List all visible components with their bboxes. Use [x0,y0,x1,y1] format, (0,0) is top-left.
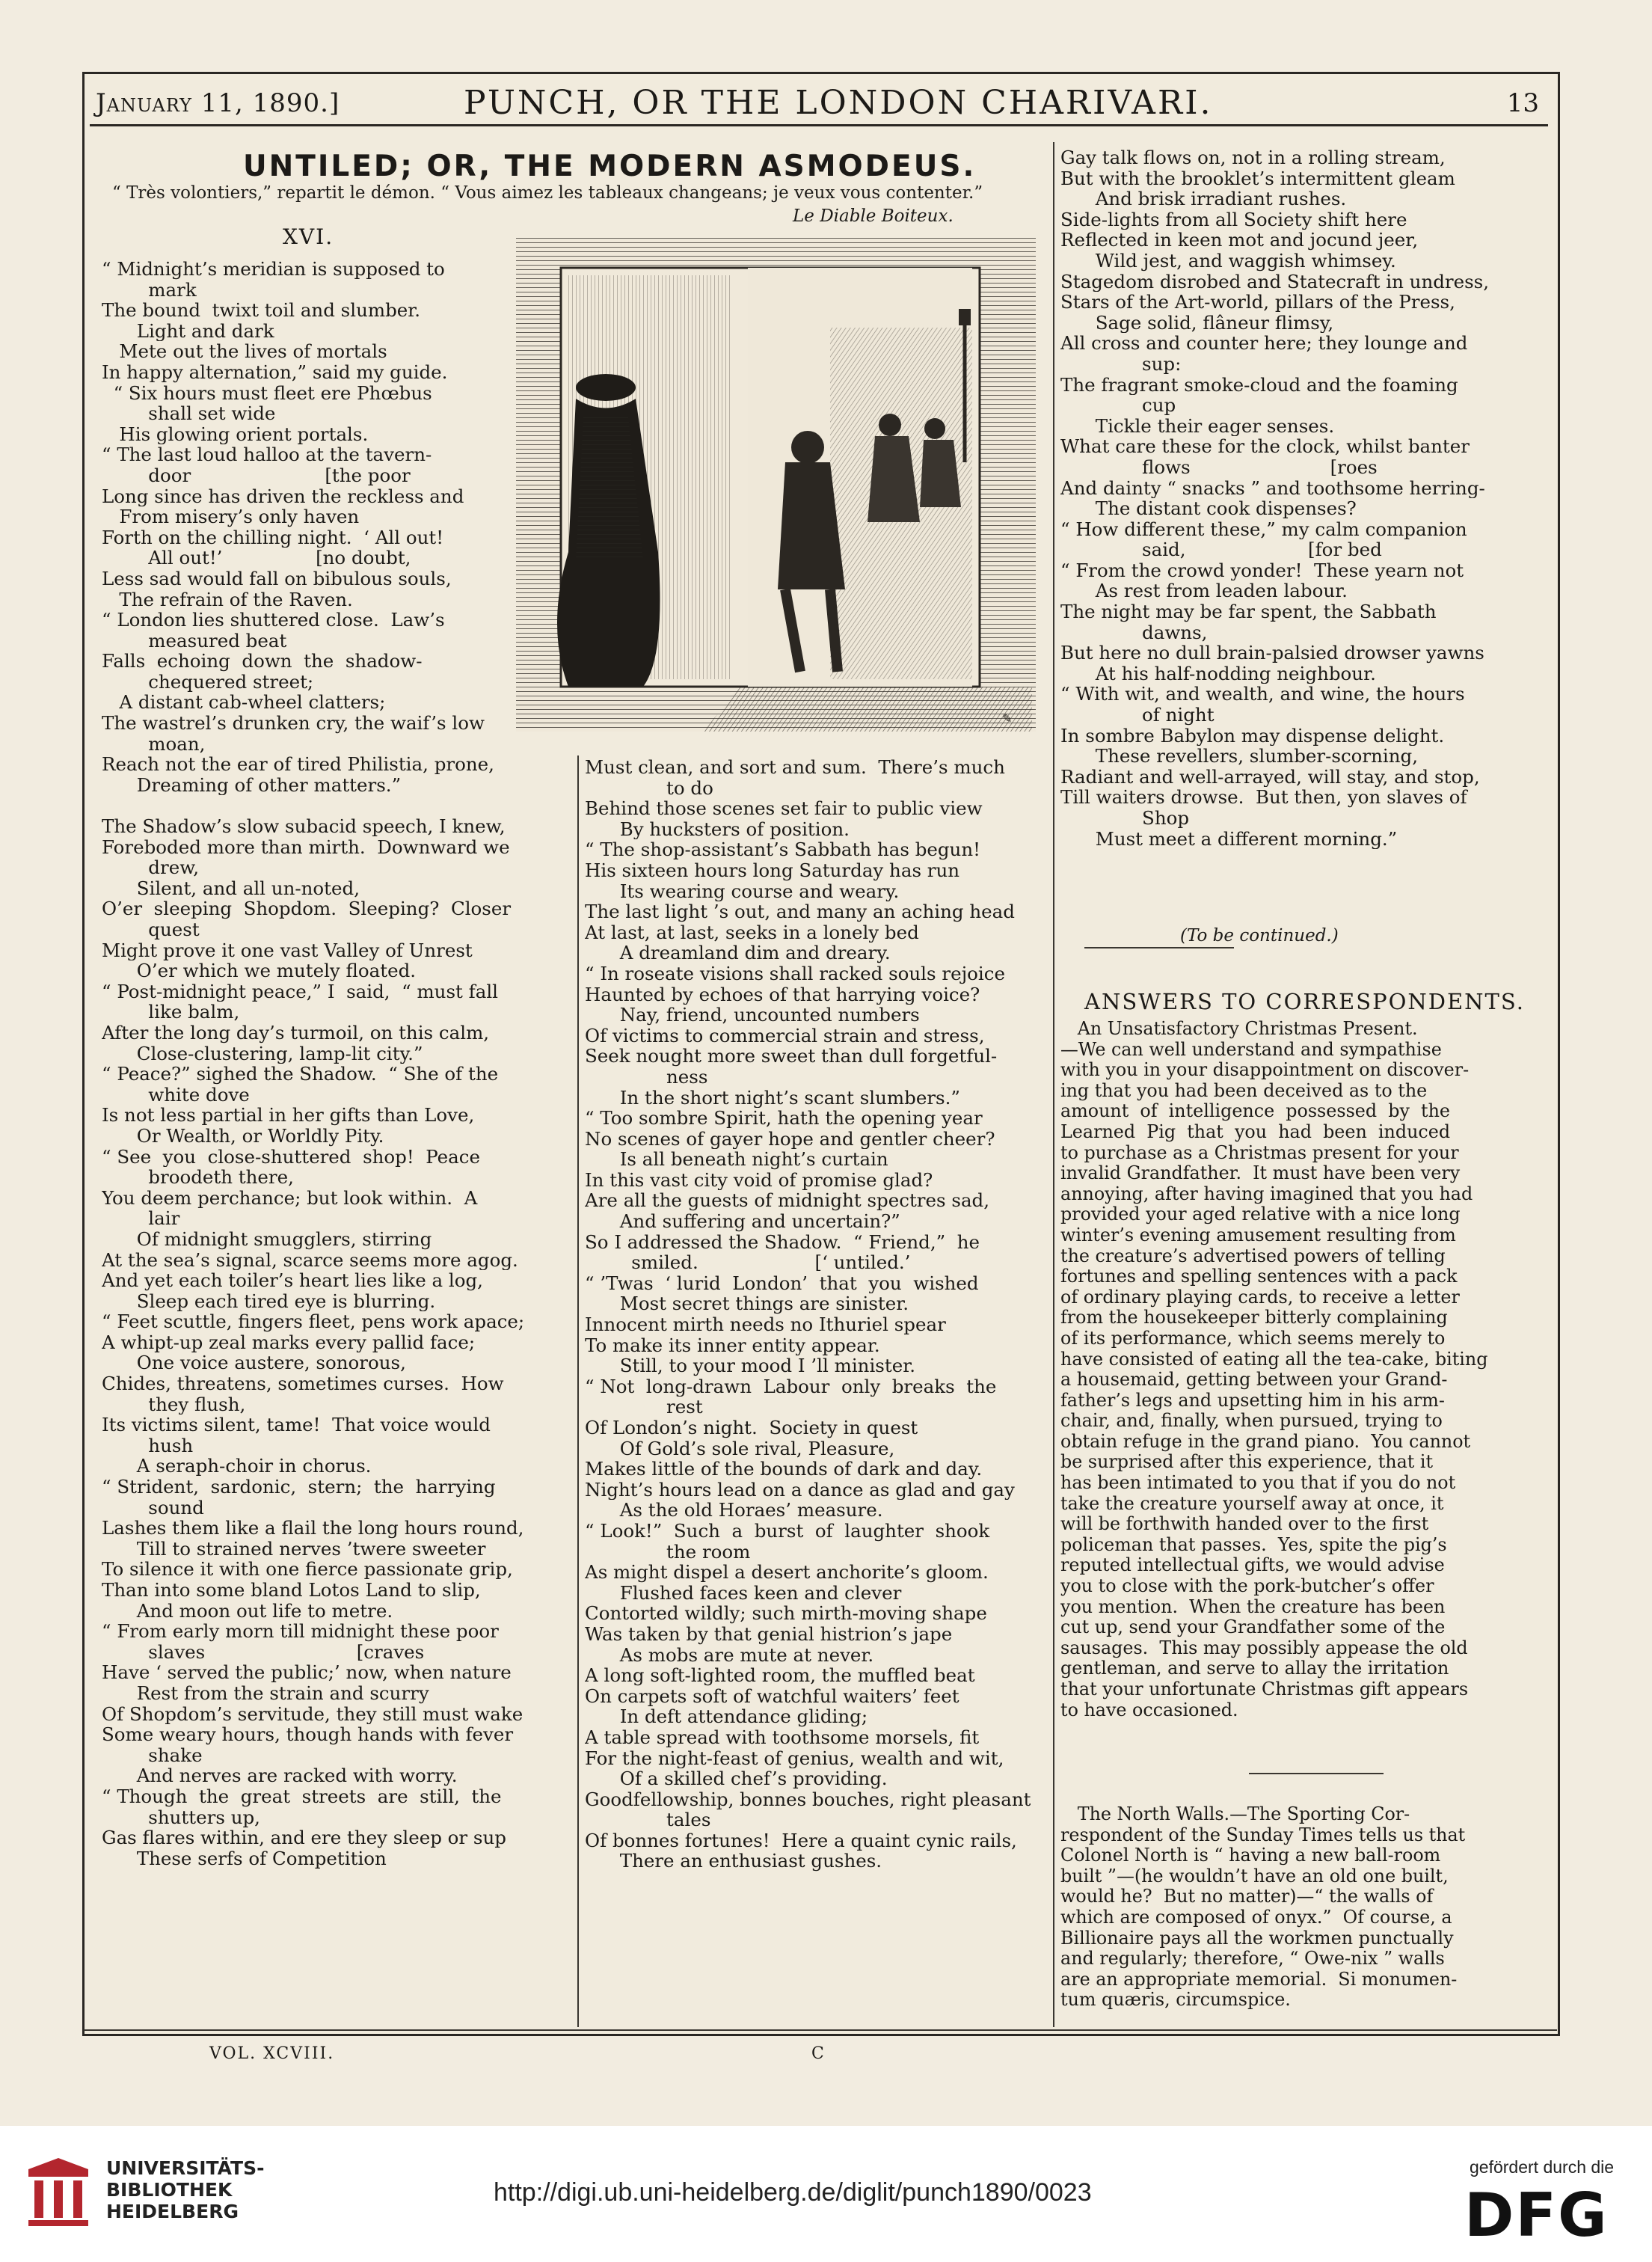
poem-line: By hucksters of position. [585,818,850,840]
poem-line: Seek nought more sweet than dull forgetful- [585,1046,998,1067]
poem-line: After the long day’s turmoil, on this calm, [102,1022,490,1043]
poem-line: Are all the guests of midnight spectres sad, [585,1190,990,1212]
poem-line: So I addressed the Shadow. “ Friend,” he [585,1231,980,1253]
poem-line: And dainty “ snacks ” and toothsome herring- [1060,477,1485,499]
answer-line: Learned Pig that you had been induced [1060,1121,1451,1142]
bottom-rule [84,2029,1557,2031]
poem-line: His sixteen hours long Saturday has run [585,859,960,881]
poem-line: To silence it with one fierce passionate grip, [102,1559,513,1580]
poem-line: shake [102,1744,203,1766]
poem-line: “ ’Twas ‘ lurid London’ that you wished [585,1272,979,1294]
poem-line: measured beat [102,630,287,652]
poem-line: “ The shop-assistant’s Sabbath has begun! [585,839,980,860]
poem-line: sound [102,1497,204,1518]
poem-line: Of victims to commercial strain and stress, [585,1025,985,1046]
poem-line: drew, [102,857,200,878]
answer-line: will be forthwith handed over to the first [1060,1514,1429,1535]
poem-line: As might dispel a desert anchorite’s gloom. [585,1562,989,1583]
poem-line: “ From the crowd yonder! These yearn not [1060,560,1464,581]
poem-line: “ The last loud halloo at the tavern- [102,444,432,465]
poem-line: His glowing orient portals. [102,423,369,445]
poem-line: Dreaming of other matters.” [102,774,402,796]
poem-line: Of a skilled chef’s providing. [585,1768,888,1789]
poem-line: Is not less partial in her gifts than Love, [102,1105,475,1126]
poem-line: Falls echoing down the shadow- [102,651,423,672]
poem-line: Of Gold’s sole rival, Pleasure, [585,1438,895,1459]
poem-line: The refrain of the Raven. [102,589,353,610]
poem-line: Of bonnes fortunes! Here a quaint cynic rails, [585,1830,1017,1851]
poem-line: For the night-feast of genius, wealth and wit, [585,1747,1004,1769]
paragraph-line: Colonel North is “ having a new ball-room [1060,1845,1441,1866]
answer-line: winter’s evening amusement resulting from [1060,1225,1456,1245]
answer-line: you to close with the pork-butcher’s offer [1060,1576,1434,1597]
part-numeral: XVI. [283,224,334,249]
poem-line: What care these for the clock, whilst banter [1060,436,1470,457]
poem-line: chequered street; [102,671,314,693]
poem-line: A distant cab-wheel clatters; [102,692,386,714]
answer-line: reputed intellectual gifts, we would advise [1060,1555,1445,1576]
issue-date: January 11, 1890.] [96,88,340,118]
poem-line: “ Strident, sardonic, stern; the harrying [102,1477,496,1498]
poem-line: But here no dull brain-palsied drowser yawns [1060,643,1484,663]
poem-line: Night’s hours lead on a dance as glad and gay [585,1479,1015,1501]
poem-line: Still, to your mood I ’ll minister. [585,1355,916,1376]
poem-line: hush [102,1435,194,1456]
poem-line: “ Feet scuttle, fingers fleet, pens work apace; [102,1311,525,1332]
poem-line: Gas flares within, and ere they sleep or sup [102,1827,506,1848]
poem-line: Sage solid, flâneur flimsy, [1060,312,1334,334]
answer-line: has been intimated to you that if you do not [1060,1473,1456,1494]
poem-line: slaves [craves [102,1641,425,1663]
answer-line: to have occasioned. [1060,1699,1238,1720]
north-walls-text [1060,1804,1465,2011]
page-header [90,82,1548,126]
poem-line: Some weary hours, though hands with fever [102,1724,514,1745]
signature-mark: C [811,2044,824,2063]
poem-line: Reflected in keen mot and jocund jeer, [1060,230,1419,251]
poem-line: On carpets soft of watchful waiters’ feet [585,1685,959,1707]
poem-column-2 [585,757,1031,1872]
poem-line: they flush, [102,1394,246,1415]
answer-line: gentleman, and serve to allay the irritation [1060,1658,1449,1679]
poem-line: Might prove it one vast Valley of Unrest [102,940,473,961]
poem-line: “ Peace?” sighed the Shadow. “ She of the [102,1064,499,1085]
poem-line: “ London lies shuttered close. Law’s [102,610,445,631]
answer-line: to purchase as a Christmas present for your [1060,1142,1459,1163]
answer-line: of ordinary playing cards, to receive a letter [1060,1287,1460,1308]
poem-line: At his half-nodding neighbour. [1060,663,1376,684]
answer-line: have consisted of eating all the tea-cake, biting [1060,1349,1488,1370]
library-name-line-1: UNIVERSITÄTS- [106,2157,265,2179]
poem-line: As rest from leaden labour. [1060,580,1348,602]
poem-line: “ Too sombre Spirit, hath the opening year [585,1108,983,1129]
poem-line: lair [102,1208,180,1229]
poem-line: A long soft-lighted room, the muffled beat [585,1665,975,1686]
poem-line: “ See you close-shuttered shop! Peace [102,1146,480,1168]
poem-line: Must meet a different morning.” [1060,828,1398,850]
answer-line: take the creature yourself away at once, it [1060,1493,1444,1514]
poem-line: Goodfellowship, bonnes bouches, right pleasant [585,1789,1031,1810]
poem-line: white dove [102,1084,250,1106]
answer-line: policeman that passes. Yes, spite the pig’s [1060,1534,1447,1555]
poem-line: Stars of the Art-world, pillars of the Press, [1060,292,1455,313]
paragraph-line: are an appropriate memorial. Si monumen- [1060,1969,1458,1990]
answer-line: a housemaid, getting between your Grand- [1060,1370,1448,1391]
poem-line: All cross and counter here; they lounge and [1060,333,1468,354]
engraver-mark: ✎ [1002,711,1013,726]
poem-column-1 [102,259,524,1869]
poem-line: And nerves are racked with worry. [102,1765,458,1786]
poem-line: cup [1060,395,1176,416]
poem-line: In sombre Babylon may dispense delight. [1060,725,1445,747]
poem-line: Flushed faces keen and clever [585,1582,902,1604]
poem-line: You deem perchance; but look within. A [102,1187,478,1209]
poem-line: And suffering and uncertain?” [585,1211,900,1232]
dfg-logo: DFG [1464,2180,1609,2250]
answer-line: of its performance, which seems merely to [1060,1328,1446,1349]
poem-line: moan, [102,733,206,755]
university-library-logo-icon [21,2154,96,2229]
poem-line: Or Wealth, or Worldly Pity. [102,1125,384,1147]
poem-line: Makes little of the bounds of dark and day. [585,1459,983,1480]
paragraph-line: which are composed of onyx.” Of course, a [1060,1907,1452,1928]
poem-line: Contorted wildly; such mirth-moving shape [585,1603,987,1624]
paragraph-line: and regularly; therefore, “ Owe-nix ” walls [1060,1949,1445,1970]
poem-line: Shop [1060,808,1190,829]
answer-line: sausages. This may possibly appease the old [1060,1637,1468,1658]
poem-line: Sleep each tired eye is blurring. [102,1290,436,1312]
answer-line: An Unsatisfactory Christmas Present. [1060,1019,1418,1039]
source-url-link[interactable]: http://digi.ub.uni-heidelberg.de/diglit/punch1890/0023 [494,2178,1092,2207]
poem-line: Reach not the ear of tired Philistia, prone, [102,754,494,775]
poem-line: And yet each toiler’s heart lies like a log, [102,1270,483,1291]
poem-line: The distant cook dispenses? [1060,498,1357,519]
section-rule-2 [1249,1773,1384,1774]
poem-line: “ From early morn till midnight these poor [102,1621,499,1642]
poem-line: A table spread with toothsome morsels, fit [585,1726,980,1748]
poem-line: A seraph-choir in chorus. [102,1456,372,1477]
answer-line: chair, and, finally, when pursued, trying to [1060,1411,1443,1432]
poem-line: A whipt-up zeal marks every pallid face; [102,1331,476,1353]
answer-line: with you in your disappointment on discover- [1060,1060,1470,1081]
poem-line: Gay talk flows on, not in a rolling stream, [1060,147,1446,168]
poem-line: Than into some bland Lotos Land to slip, [102,1580,481,1601]
volume-label: VOL. XCVIII. [209,2044,335,2063]
poem-line: Side-lights from all Society shift here [1060,209,1407,230]
poem-line: Of midnight smugglers, stirring [102,1228,432,1250]
poem-line: “ How different these,” my calm companion [1060,518,1467,540]
poem-line: In the short night’s scant slumbers.” [585,1087,960,1109]
column-rule-2 [1053,142,1054,2027]
answer-line: that your unfortunate Christmas gift appears [1060,1679,1469,1699]
poem-line: dawns, [1060,622,1208,643]
paragraph-line: would he? But no matter)—“ the walls of [1060,1886,1434,1907]
answer-line: from the housekeeper bitterly complaining [1060,1308,1448,1328]
poem-line: Radiant and well-arrayed, will stay, and stop, [1060,766,1480,788]
poem-line: O’er which we mutely floated. [102,960,417,981]
poem-line: Wild jest, and waggish whimsey. [1060,250,1396,272]
poem-line: “ Though the great streets are still, the [102,1786,502,1807]
poem-line: The night may be far spent, the Sabbath [1060,601,1437,622]
answer-line: father’s legs and upsetting him in his arm- [1060,1390,1445,1411]
funding-label: gefördert durch die [1470,2157,1615,2177]
poem-line: door [the poor [102,465,411,486]
poem-line: As mobs are mute at never. [585,1644,874,1666]
answer-line: amount of intelligence possessed by the [1060,1101,1450,1122]
poem-line: The Shadow’s slow subacid speech, I knew, [102,816,506,837]
poem-line: Is all beneath night’s curtain [585,1149,888,1170]
poem-line: Long since has driven the reckless and [102,485,464,507]
doorway-engraving-illustration [516,238,1036,732]
poem-line: A dreamland dim and dreary. [585,942,891,963]
poem-line: One voice austere, sonorous, [102,1352,406,1374]
poem-line: From misery’s only haven [102,506,360,527]
answer-line: provided your aged relative with a nice long [1060,1204,1461,1225]
poem-line: “ Six hours must fleet ere Phœbus [102,382,432,404]
poem-line: broodeth there, [102,1167,294,1188]
paragraph-line: The North Walls.—The Sporting Cor- [1060,1804,1410,1824]
poem-line: In this vast city void of promise glad? [585,1169,933,1191]
library-name-line-2: BIBLIOTHEK [106,2179,233,2201]
poem-line: The last light ’s out, and many an aching head [585,901,1015,922]
epigraph: “ Très volontiers,” repartit le démon. “ Vous aimez les tableaux changeans; je veux vous contenter.” [112,183,983,203]
poem-line: Mete out the lives of mortals [102,341,387,362]
poem-line: All out!’ [no doubt, [102,548,411,568]
poem-line: These revellers, slumber-scorning, [1060,746,1419,767]
poem-line: Lashes them like a flail the long hours round, [102,1518,524,1539]
poem-line: Till to strained nerves ’twere sweeter [102,1538,486,1560]
poem-line: Till waiters drowse. But then, yon slaves of [1060,787,1467,808]
column-rule-1 [577,755,579,2027]
poem-line: Of Shopdom’s servitude, they still must wake [102,1703,523,1725]
paragraph-line: built ”—(he wouldn’t have an old one built, [1060,1866,1449,1886]
poem-line: At the sea’s signal, scarce seems more agog. [102,1249,518,1271]
poem-line: Stagedom disrobed and Statecraft in undress, [1060,271,1490,292]
poem-line: of night [1060,705,1215,726]
library-name [106,2157,264,2222]
answer-line: annoying, after having imagined that you had [1060,1183,1473,1204]
poem-line: the room [585,1541,751,1563]
poem-line: But with the brooklet’s intermittent gleam [1060,168,1455,189]
poem-line: Of London’s night. Society in quest [585,1417,918,1438]
poem-line: Forth on the chilling night. ‘ All out! [102,527,444,548]
answer-line: be surprised after this experience, that it [1060,1452,1434,1473]
poem-line [102,795,524,816]
poem-line: Rest from the strain and scurry [102,1682,429,1704]
answer-line: you mention. When the creature has been [1060,1596,1446,1617]
poem-line: Must clean, and sort and sum. There’s much [585,757,1005,778]
poem-line: to do [585,777,713,799]
poem-line: ness [585,1066,708,1088]
poem-column-3 [1060,147,1489,849]
poem-line: Was taken by that genial histrion’s jape [585,1623,953,1645]
answer-line: invalid Grandfather. It must have been very [1060,1163,1461,1184]
poem-line: There an enthusiast gushes. [585,1851,882,1872]
answer-line: ing that you had been deceived as to the [1060,1080,1428,1101]
poem-line: In deft attendance gliding; [585,1706,868,1727]
section-rule-1 [1084,947,1234,948]
poem-line: And brisk irradiant rushes. [1060,188,1347,209]
poem-line: Its wearing course and weary. [585,880,900,902]
paragraph-line: Billionaire pays all the workmen punctually [1060,1928,1454,1949]
answers-heading: ANSWERS TO CORRESPONDENTS. [1084,989,1525,1014]
article-title: UNTILED; OR, THE MODERN ASMODEUS. [243,150,977,183]
poem-line: shall set wide [102,403,276,424]
poem-line: Less sad would fall on bibulous souls, [102,568,452,589]
poem-line: “ In roseate visions shall racked souls rejoice [585,963,1005,984]
poem-line: “ Look!” Such a burst of laughter shook [585,1520,990,1542]
answer-line: —We can well understand and sympathise [1060,1039,1442,1060]
continued-note: (To be continued.) [1180,926,1339,945]
poem-line: And moon out life to metre. [102,1600,393,1622]
poem-line: Haunted by echoes of that harrying voice? [585,984,980,1005]
poem-line: Close-clustering, lamp-lit city.” [102,1043,423,1064]
paragraph-line: respondent of the Sunday Times tells us that [1060,1824,1466,1845]
poem-line: Chides, threatens, sometimes curses. How [102,1373,504,1394]
poem-line: Behind those scenes set fair to public view [585,798,983,819]
answer-line: cut up, send your Grandfather some of the [1060,1617,1446,1638]
answer-line: obtain refuge in the grand piano. You cannot [1060,1431,1471,1452]
poem-line: tales [585,1809,711,1830]
masthead-title: PUNCH, OR THE LONDON CHARIVARI. [464,84,1213,122]
poem-line: Tickle their eager senses. [1060,415,1335,437]
poem-line: As the old Horaes’ measure. [585,1500,883,1521]
poem-line: To make its inner entity appear. [585,1334,880,1356]
poem-line: “ Post-midnight peace,” I said, “ must fall [102,981,499,1002]
poem-line: “ Not long-drawn Labour only breaks the [585,1376,997,1397]
poem-line: Light and dark [102,320,274,342]
poem-line: Foreboded more than mirth. Downward we [102,836,510,858]
answer-line: the creature’s advertised powers of telling [1060,1245,1446,1266]
page-number: 13 [1506,88,1539,118]
poem-line: flows [roes [1060,456,1378,478]
poem-line: O’er sleeping Shopdom. Sleeping? Closer [102,898,512,919]
poem-line: Its victims silent, tame! That voice would [102,1414,491,1435]
poem-line: Nay, friend, uncounted numbers [585,1005,920,1026]
poem-line: “ Midnight’s meridian is supposed to [102,259,445,280]
poem-line: The bound twixt toil and slumber. [102,300,421,321]
poem-line: mark [102,279,197,301]
poem-line: quest [102,919,200,940]
poem-line: Silent, and all un-noted, [102,877,360,899]
poem-line: said, [for bed [1060,539,1382,560]
poem-line: The fragrant smoke-cloud and the foaming [1060,374,1458,396]
poem-line: These serfs of Competition [102,1848,387,1869]
poem-line: sup: [1060,353,1182,375]
poem-line: No scenes of gayer hope and gentler cheer? [585,1128,995,1150]
library-name-line-3: HEIDELBERG [106,2201,239,2222]
poem-line: In happy alternation,” said my guide. [102,361,448,383]
poem-line: rest [585,1397,703,1417]
poem-line: smiled. [‘ untiled.’ [585,1252,911,1273]
paragraph-line: tum quæris, circumspice. [1060,1990,1291,2011]
answers-text [1060,1019,1487,1720]
poem-line: At last, at last, seeks in a lonely bed [585,922,919,943]
poem-line: “ With wit, and wealth, and wine, the hours [1060,684,1465,705]
poem-line: Most secret things are sinister. [585,1293,909,1315]
answer-line: fortunes and spelling sentences with a pack [1060,1266,1458,1287]
epigraph-source: Le Diable Boiteux. [793,206,954,226]
poem-line: like balm, [102,1002,240,1023]
poem-line: Innocent mirth needs no Ithuriel spear [585,1314,946,1335]
poem-line: Have ‘ served the public;’ now, when nature [102,1662,512,1683]
poem-line: shutters up, [102,1806,260,1828]
poem-line: The wastrel’s drunken cry, the waif’s low [102,713,485,734]
